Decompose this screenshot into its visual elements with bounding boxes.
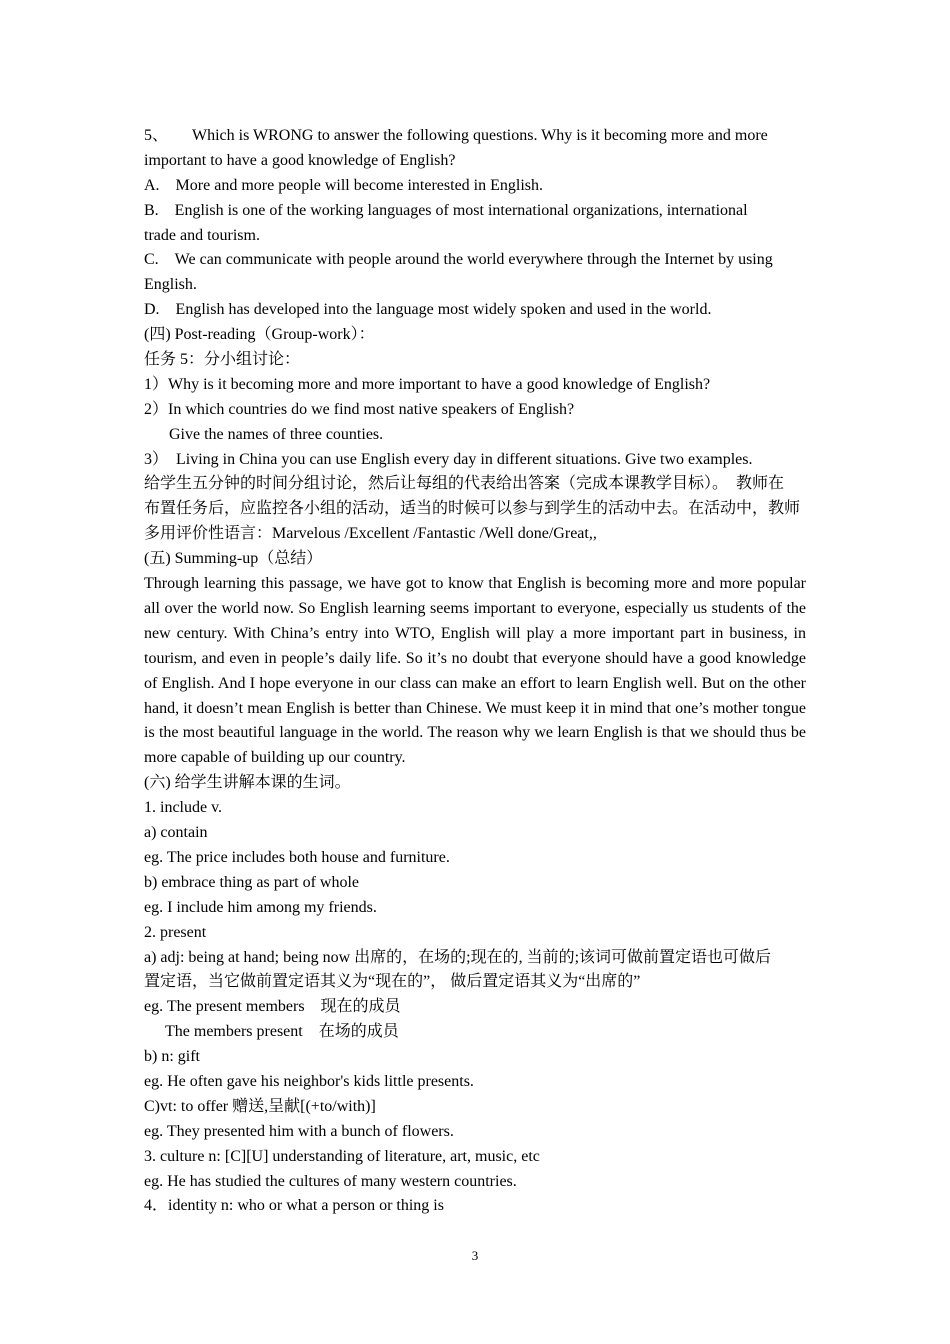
vocab-present-example-1: eg. The present members 现在的成员	[144, 998, 401, 1016]
page-number: 3	[471, 1248, 479, 1263]
vocab-include-example-a: eg. The price includes both house and furniture.	[144, 848, 450, 866]
vocab-include: 1. include v.	[144, 799, 223, 817]
option-d: D. English has developed into the language most widely spoken and used in the world.	[144, 301, 712, 319]
option-c-line-2: English.	[144, 276, 197, 294]
section-summing-up-heading: (五) Summing-up（总结）	[144, 550, 323, 568]
discussion-question-2-continued: Give the names of three counties.	[169, 425, 384, 443]
option-c-line-1: C. We can communicate with people around the world everywhere through the Internet by using	[144, 251, 773, 269]
vocab-present-def-a-line-2: 置定语，当它做前置定语其义为“现在的”， 做后置定语其义为“出席的”	[144, 973, 641, 991]
vocab-include-example-b: eg. I include him among my friends.	[144, 898, 377, 916]
teacher-note-line-2: 布置任务后，应监控各小组的活动，适当的时候可以参与到学生的活动中去。在活动中，教师	[144, 500, 801, 518]
teacher-note-line-3: 多用评价性语言：Marvelous /Excellent /Fantastic /Well done/Great,,	[144, 525, 597, 543]
option-b-line-1: B. English is one of the working languages of most international organizations, international	[144, 201, 748, 219]
vocab-present-def-b: b) n: gift	[144, 1048, 200, 1066]
vocab-present: 2. present	[144, 923, 207, 941]
discussion-question-2: 2）In which countries do we find most native speakers of English?	[144, 400, 575, 418]
vocab-present-example-c: eg. They presented him with a bunch of flowers.	[144, 1122, 454, 1140]
vocab-present-example-2: The members present 在场的成员	[165, 1023, 399, 1041]
question-5-line-1: 5、 Which is WRONG to answer the following questions. Why is it becoming more and more	[144, 127, 768, 144]
section-vocabulary-heading: (六) 给学生讲解本课的生词。	[144, 774, 351, 792]
teacher-note-line-1: 给学生五分钟的时间分组讨论，然后让每组的代表给出答案（完成本课教学目标）。 教师在	[144, 475, 785, 493]
discussion-question-1: 1）Why is it becoming more and more important to have a good knowledge of English?	[144, 375, 711, 393]
vocab-present-example-b: eg. He often gave his neighbor's kids little presents.	[144, 1072, 474, 1090]
option-a: A. More and more people will become interested in English.	[144, 176, 544, 194]
discussion-question-3: 3） Living in China you can use English every day in different situations. Give two examples.	[144, 450, 753, 468]
vocab-identity: 4．identity n: who or what a person or thing is	[144, 1197, 444, 1215]
vocab-present-def-c: C)vt: to offer 赠送,呈献[(+to/with)]	[144, 1097, 376, 1115]
vocab-include-def-b: b) embrace thing as part of whole	[144, 873, 360, 891]
vocab-culture-example: eg. He has studied the cultures of many western countries.	[144, 1172, 517, 1190]
question-5-line-2: important to have a good knowledge of English?	[144, 151, 456, 169]
section-post-reading-heading: (四) Post-reading（Group-work）：	[144, 326, 375, 344]
option-b-line-2: trade and tourism.	[144, 226, 260, 244]
vocab-include-def-a: a) contain	[144, 824, 208, 842]
task-5-heading: 任务 5：分小组讨论：	[144, 351, 301, 369]
vocab-present-def-a-line-1: a) adj: being at hand; being now 出席的，在场的;现在的, 当前的;该词可做前置定语也可做后	[144, 948, 772, 966]
summary-paragraph: Through learning this passage, we have got to know that English is becoming more and more popular all over the world now. So English learning seems important to everyone, especially us students of the new century. With China’s entry into WTO, English will play a more important part in business, in tourism, and even in people’s daily life. So it’s no doubt that everyone should have a good knowledge of English. And I hope everyone in our class can make an effort to learn English well. But on the other hand, it doesn’t mean English is better than Chinese. We must keep it in mind that one’s mother tongue is the most beautiful language in the world. The reason why we learn English is that we should thus be more capable of building up our country.	[144, 575, 806, 767]
page-content	[144, 124, 806, 1219]
vocab-culture: 3. culture n: [C][U] understanding of literature, art, music, etc	[144, 1147, 540, 1165]
